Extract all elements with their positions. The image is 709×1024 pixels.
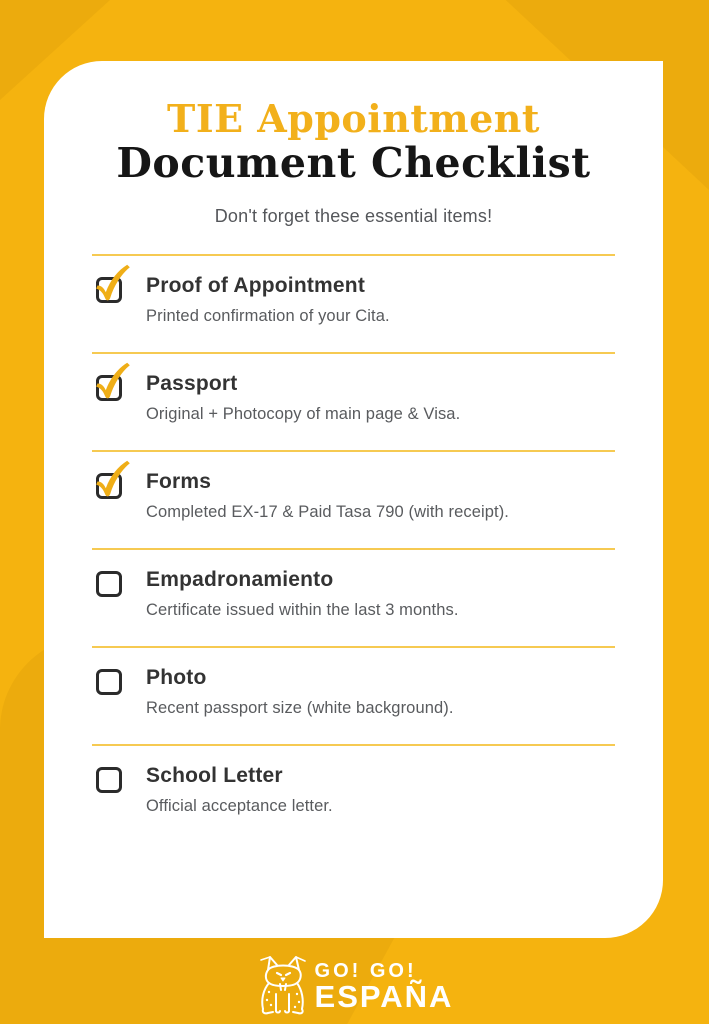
- checklist-item: [92, 352, 615, 450]
- checklist: [92, 254, 615, 842]
- checklist-item-description: Certificate issued within the last 3 months.: [146, 600, 459, 619]
- checklist-item-label: Passport: [146, 371, 238, 395]
- checklist-item: [92, 744, 615, 842]
- checklist-item-label: Photo: [146, 665, 207, 689]
- checklist-item-label: Proof of Appointment: [146, 273, 366, 297]
- checklist-item: [92, 548, 615, 646]
- checklist-item-label: Empadronamiento: [146, 567, 334, 591]
- checklist-item: [92, 646, 615, 744]
- brand-logo: [0, 948, 709, 1016]
- checkbox-box: [96, 277, 122, 303]
- checkbox[interactable]: [96, 375, 122, 401]
- checklist-item-description: Completed EX-17 & Paid Tasa 790 (with receipt).: [146, 502, 509, 521]
- brand-text: [315, 961, 454, 1016]
- checkbox[interactable]: [96, 669, 122, 695]
- brand-line2: ESPAÑA: [314, 979, 454, 1015]
- checklist-item-description: Official acceptance letter.: [146, 796, 333, 815]
- checkbox-box: [96, 571, 122, 597]
- checklist-item-text: [146, 665, 615, 718]
- checkbox[interactable]: [96, 473, 122, 499]
- page-subtitle: Don't forget these essential items!: [214, 205, 493, 226]
- checklist-item-text: [146, 371, 615, 424]
- checklist-item-description: Recent passport size (white background).: [146, 698, 454, 717]
- checklist-item-description: Original + Photocopy of main page & Visa.: [146, 404, 461, 423]
- checklist-card: [44, 61, 663, 938]
- page-title-line1: TIE Appointment: [167, 96, 540, 141]
- checklist-item: [92, 254, 615, 352]
- checklist-item-text: [146, 763, 615, 816]
- page-title-line2: Document Checklist: [116, 138, 591, 187]
- checkbox[interactable]: [96, 767, 122, 793]
- checkbox[interactable]: [96, 277, 122, 303]
- checklist-item-label: School Letter: [146, 763, 283, 787]
- checkbox-box: [96, 473, 122, 499]
- checklist-item: [92, 450, 615, 548]
- checkbox[interactable]: [96, 571, 122, 597]
- checklist-item-description: Printed confirmation of your Cita.: [146, 306, 390, 325]
- checklist-item-text: [146, 567, 615, 620]
- brand-line1: GO! GO!: [314, 960, 417, 983]
- checklist-item-text: [146, 469, 615, 522]
- checklist-item-text: [146, 273, 615, 326]
- checklist-item-label: Forms: [146, 469, 212, 493]
- page-title: [92, 98, 615, 185]
- checkbox-box: [96, 767, 122, 793]
- checkbox-box: [96, 669, 122, 695]
- checkbox-box: [96, 375, 122, 401]
- lynx-mascot-icon: [256, 954, 310, 1016]
